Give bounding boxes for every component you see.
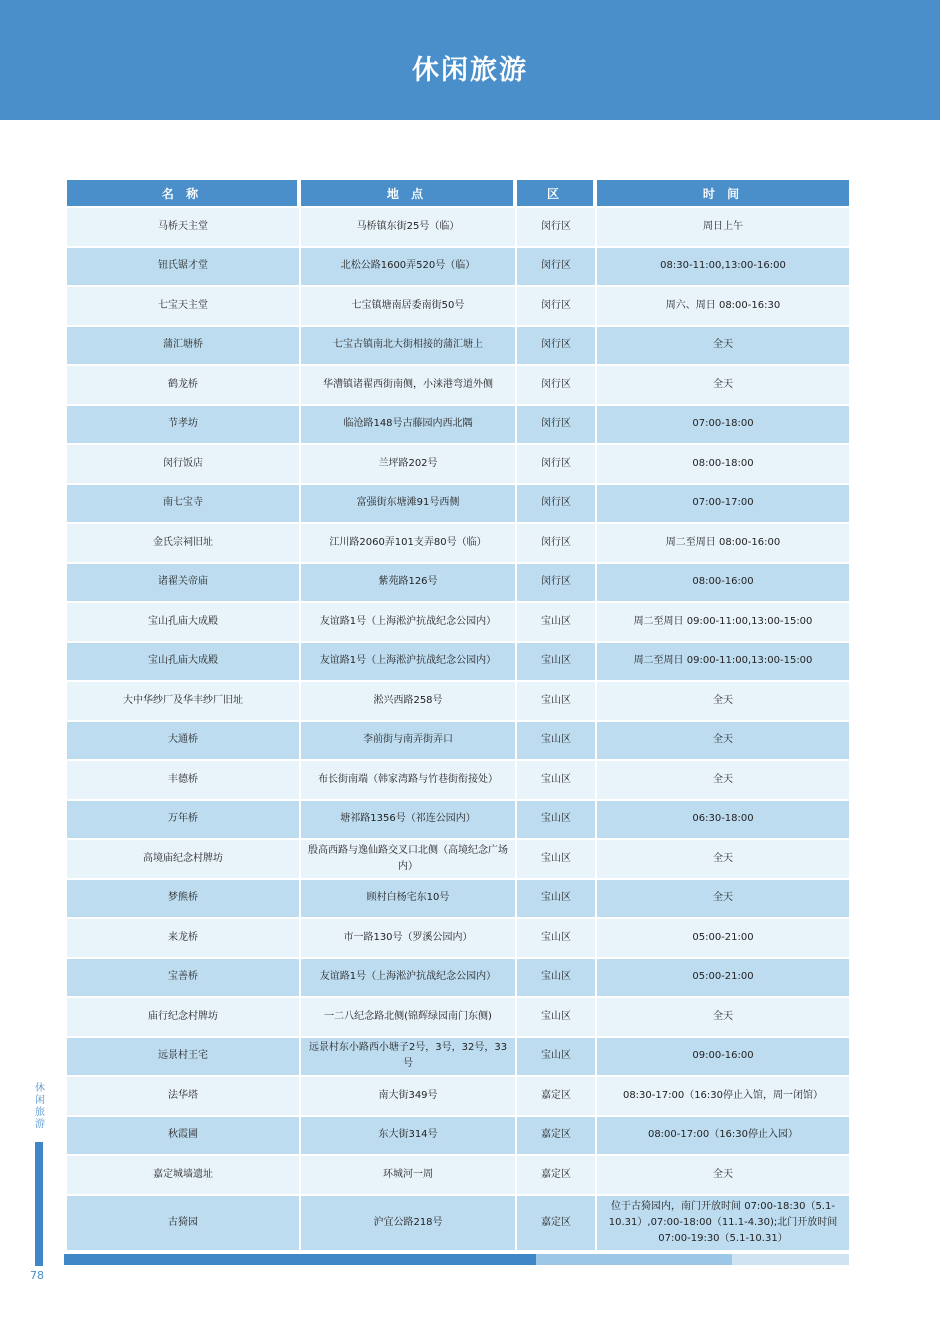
cell-time: 06:30-18:00 [597,799,849,839]
table-row [67,285,849,325]
cell-time: 全天 [597,680,849,720]
cell-place: 东大街314号 [301,1115,517,1155]
cell-name: 秋霞圃 [67,1115,301,1155]
cell-district: 宝山区 [517,917,597,957]
cell-name: 七宝天主堂 [67,285,301,325]
cell-district: 嘉定区 [517,1194,597,1250]
table-row [67,206,849,246]
cell-place: 富强街东塘滩91号西侧 [301,483,517,523]
cell-district: 闵行区 [517,562,597,602]
table-row [67,878,849,918]
bottom-progress-bar [64,1254,849,1265]
table-row [67,562,849,602]
cell-place: 一二八纪念路北侧(锦辉绿园南门东侧) [301,996,517,1036]
table-row [67,1194,849,1250]
cell-time: 全天 [597,325,849,365]
table-row [67,799,849,839]
attractions-table-container [67,180,849,1250]
cell-time: 09:00-16:00 [597,1036,849,1076]
cell-place: 沪宜公路218号 [301,1194,517,1250]
cell-place: 江川路2060弄101支弄80号（临） [301,522,517,562]
cell-time: 08:30-11:00,13:00-16:00 [597,246,849,286]
table-row [67,364,849,404]
cell-place: 北松公路1600弄520号（临） [301,246,517,286]
cell-place: 华漕镇诸翟西街南侧，小涞港弯道外侧 [301,364,517,404]
cell-time: 位于古猗园内，南门开放时间 07:00-18:30（5.1-10.31）,07:00-18:00（11.1-4.30);北门开放时间 07:00-19:30（5.1-10.31） [597,1194,849,1250]
cell-name: 蒲汇塘桥 [67,325,301,365]
cell-place: 兰坪路202号 [301,443,517,483]
cell-district: 宝山区 [517,601,597,641]
cell-place: 淞兴西路258号 [301,680,517,720]
cell-district: 闵行区 [517,364,597,404]
bar-segment-dark [64,1254,536,1265]
table-row [67,1115,849,1155]
header-banner [0,0,940,120]
table-row [67,522,849,562]
cell-district: 闵行区 [517,404,597,444]
cell-name: 丰德桥 [67,759,301,799]
cell-name: 南七宝寺 [67,483,301,523]
cell-district: 闵行区 [517,325,597,365]
cell-time: 周二至周日 09:00-11:00,13:00-15:00 [597,641,849,681]
table-row [67,246,849,286]
cell-district: 闵行区 [517,483,597,523]
cell-name: 法华塔 [67,1075,301,1115]
cell-name: 万年桥 [67,799,301,839]
cell-name: 节孝坊 [67,404,301,444]
table-row [67,483,849,523]
table-row [67,759,849,799]
cell-name: 嘉定城墙遗址 [67,1154,301,1194]
cell-district: 宝山区 [517,996,597,1036]
attractions-table [67,180,849,1250]
page-number: 78 [30,1269,44,1282]
cell-time: 07:00-17:00 [597,483,849,523]
cell-time: 全天 [597,720,849,760]
cell-time: 周日上午 [597,206,849,246]
cell-name: 古猗园 [67,1194,301,1250]
cell-place: 临沧路148号古藤园内西北隅 [301,404,517,444]
cell-district: 宝山区 [517,1036,597,1076]
cell-name: 远景村王宅 [67,1036,301,1076]
column-header-name: 名 称 [67,180,301,206]
cell-time: 08:00-16:00 [597,562,849,602]
cell-time: 全天 [597,996,849,1036]
cell-name: 宝山孔庙大成殿 [67,641,301,681]
side-accent-bar [35,1142,43,1266]
cell-place: 塘祁路1356号（祁连公园内） [301,799,517,839]
cell-place: 七宝古镇南北大街相接的蒲汇塘上 [301,325,517,365]
cell-district: 宝山区 [517,720,597,760]
cell-place: 环城河一周 [301,1154,517,1194]
cell-time: 全天 [597,759,849,799]
cell-place: 市一路130号（罗溪公园内） [301,917,517,957]
bar-segment-mid [536,1254,732,1265]
cell-name: 宝善桥 [67,957,301,997]
column-header-place: 地 点 [301,180,517,206]
side-section-label: 休闲旅游 [35,1083,45,1130]
cell-name: 大通桥 [67,720,301,760]
cell-time: 07:00-18:00 [597,404,849,444]
table-row [67,1154,849,1194]
cell-place: 友谊路1号（上海淞沪抗战纪念公园内） [301,641,517,681]
table-row [67,720,849,760]
table-row [67,957,849,997]
cell-name: 来龙桥 [67,917,301,957]
cell-name: 大中华纱厂及华丰纱厂旧址 [67,680,301,720]
cell-name: 马桥天主堂 [67,206,301,246]
bar-segment-light [732,1254,849,1265]
cell-place: 南大街349号 [301,1075,517,1115]
cell-place: 马桥镇东街25号（临） [301,206,517,246]
table-header-row [67,180,849,206]
cell-name: 高境庙纪念村牌坊 [67,838,301,878]
cell-district: 宝山区 [517,878,597,918]
cell-name: 庙行纪念村牌坊 [67,996,301,1036]
cell-place: 友谊路1号（上海淞沪抗战纪念公园内） [301,957,517,997]
table-row [67,838,849,878]
cell-name: 梦熊桥 [67,878,301,918]
cell-district: 闵行区 [517,285,597,325]
cell-place: 李前街与南弄街弄口 [301,720,517,760]
cell-district: 宝山区 [517,641,597,681]
cell-district: 宝山区 [517,680,597,720]
cell-district: 闵行区 [517,522,597,562]
cell-district: 嘉定区 [517,1115,597,1155]
cell-place: 友谊路1号（上海淞沪抗战纪念公园内） [301,601,517,641]
cell-time: 周二至周日 09:00-11:00,13:00-15:00 [597,601,849,641]
cell-place: 七宝镇塘南居委南街50号 [301,285,517,325]
table-row [67,404,849,444]
table-row [67,996,849,1036]
column-header-district: 区 [517,180,597,206]
cell-time: 全天 [597,1154,849,1194]
cell-name: 钮氏锯才堂 [67,246,301,286]
cell-time: 周二至周日 08:00-16:00 [597,522,849,562]
cell-name: 闵行饭店 [67,443,301,483]
cell-place: 远景村东小路西小塘子2号，3号，32号，33号 [301,1036,517,1076]
page-title: 休闲旅游 [412,54,528,86]
cell-name: 金氏宗祠旧址 [67,522,301,562]
cell-time: 08:00-17:00（16:30停止入园） [597,1115,849,1155]
cell-district: 闵行区 [517,246,597,286]
cell-time: 全天 [597,364,849,404]
cell-time: 全天 [597,838,849,878]
table-row [67,917,849,957]
table-row [67,1036,849,1076]
table-row [67,443,849,483]
cell-district: 闵行区 [517,206,597,246]
cell-time: 周六、周日 08:00-16:30 [597,285,849,325]
cell-district: 宝山区 [517,838,597,878]
cell-place: 殷高西路与逸仙路交叉口北侧（高境纪念广场内） [301,838,517,878]
cell-district: 嘉定区 [517,1154,597,1194]
table-row [67,325,849,365]
table-row [67,1075,849,1115]
column-header-time: 时 间 [597,180,849,206]
cell-district: 宝山区 [517,799,597,839]
cell-place: 紫苑路126号 [301,562,517,602]
cell-district: 宝山区 [517,957,597,997]
cell-time: 08:30-17:00（16:30停止入馆，周一闭馆） [597,1075,849,1115]
cell-time: 05:00-21:00 [597,917,849,957]
cell-name: 宝山孔庙大成殿 [67,601,301,641]
table-row [67,641,849,681]
cell-district: 闵行区 [517,443,597,483]
cell-name: 诸翟关帝庙 [67,562,301,602]
table-body [67,206,849,1250]
cell-name: 鹤龙桥 [67,364,301,404]
table-row [67,680,849,720]
cell-time: 全天 [597,878,849,918]
cell-place: 顾村白杨宅东10号 [301,878,517,918]
cell-time: 05:00-21:00 [597,957,849,997]
table-row [67,601,849,641]
cell-place: 布长街南端（韩家湾路与竹巷街衔接处） [301,759,517,799]
cell-district: 嘉定区 [517,1075,597,1115]
cell-district: 宝山区 [517,759,597,799]
cell-time: 08:00-18:00 [597,443,849,483]
